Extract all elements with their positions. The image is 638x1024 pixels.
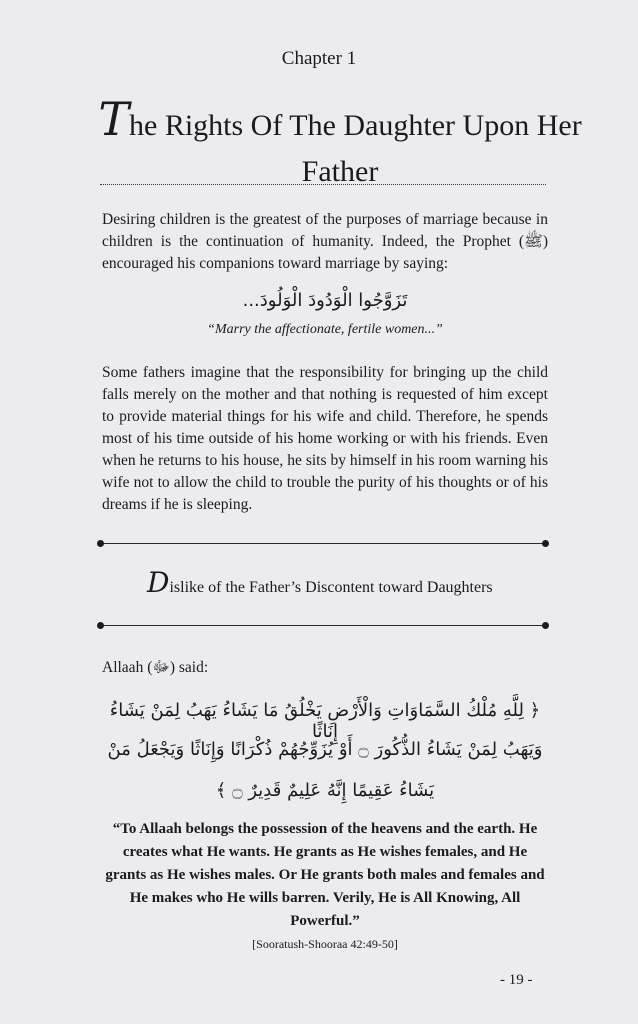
title-drop-initial: T bbox=[98, 92, 129, 146]
subheading-drop-initial: D bbox=[147, 566, 170, 599]
subheading-text: islike of the Father’s Discontent toward Daughters bbox=[169, 579, 493, 596]
verse-reference: [Sooratush-Shooraa 42:49-50] bbox=[252, 937, 398, 951]
title-divider bbox=[100, 184, 546, 185]
verse-arabic-line-2: وَيَهَبُ لِمَنْ يَشَاءُ الذُّكُورَ ۝ أَوْ يُزَوِّجُهُمْ ذُكْرَانًا وَإِنَاثًا وَيَجْعَلُ مَنْ bbox=[107, 739, 543, 760]
section-divider-top bbox=[100, 543, 546, 544]
page-number: - 19 - bbox=[500, 972, 533, 988]
paragraph-fathers: Some fathers imagine that the responsibility for bringing up the child falls merely on the mother and that nothing is requested of him except to provide material things for his wife and child. Therefore, he spends most of his time outside of his home working or with his friends. Even when he returns to his house, he sits by himself in his room warning his wife not to allow the child to trouble the purity of his thoughts or of his dreams if he is sleeping. bbox=[102, 364, 548, 513]
section-divider-bottom bbox=[100, 625, 546, 626]
hadith-arabic: تَزَوَّجُوا الْوَدُودَ الْوَلُودَ... bbox=[242, 290, 408, 311]
verse-translation: “To Allaah belongs the possession of the heavens and the earth. He creates what He wants. He grants as He wishes females, and He grants as He wishes males. Or He grants both males and females and He makes who He wills barren. Verily, He is All Knowing, All Powerful.” bbox=[105, 821, 545, 929]
verse-arabic-line-1: ﴿ لِلَّهِ مُلْكُ السَّمَاوَاتِ وَالْأَرْضِ يَخْلُقُ مَا يَشَاءُ يَهَبُ لِمَنْ يَشَاءُ إِنَاثًا bbox=[109, 700, 541, 742]
hadith-translation: “Marry the affectionate, fertile women...” bbox=[207, 322, 443, 337]
chapter-label: Chapter 1 bbox=[281, 48, 357, 69]
section-heading bbox=[147, 566, 567, 599]
paragraph-intro: Desiring children is the greatest of the purposes of marriage because in children is the continuation of humanity. Indeed, the Prophet (ﷺ) encouraged his companions toward marriage by saying: bbox=[102, 211, 548, 272]
verse-arabic-line-3: يَشَاءُ عَقِيمًا إِنَّهُ عَلِيمٌ قَدِيرٌ ۝ ﴾ bbox=[215, 780, 435, 801]
title-text: he Rights Of The Daughter Upon Her Father bbox=[129, 109, 582, 188]
chapter-title bbox=[90, 92, 590, 195]
allah-said-label: Allaah (ﷻ) said: bbox=[102, 659, 209, 676]
